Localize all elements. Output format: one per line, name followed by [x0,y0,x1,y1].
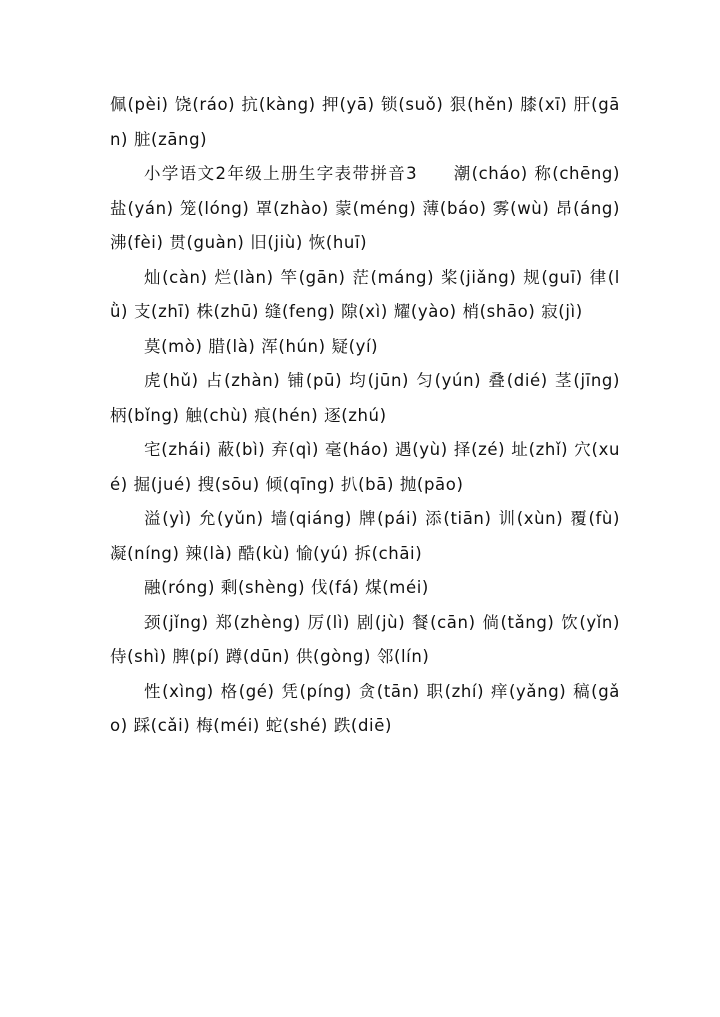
paragraph-5: 虎(hǔ) 占(zhàn) 铺(pū) 均(jūn) 匀(yún) 叠(dié) 茎(jīng) 柄(bǐng) 触(chù) 痕(hén) 逐(zhú) [110,371,620,425]
paragraph-1: 佩(pèi) 饶(ráo) 抗(kàng) 押(yā) 锁(suǒ) 狠(hěn) 膝(xī) 肝(gān) 脏(zāng) [110,95,620,149]
paragraph-3: 灿(càn) 烂(làn) 竿(gān) 茫(máng) 桨(jiǎng) 规(guī) 律(lǜ) 支(zhī) 株(zhū) 缝(feng) 隙(xì) 耀(yào) 梢(shāo) 寂(jì) [110,267,620,321]
document-body [110,88,620,744]
paragraph-7: 溢(yì) 允(yǔn) 墙(qiáng) 牌(pái) 添(tiān) 训(xùn) 覆(fù) 凝(níng) 辣(là) 酷(kù) 愉(yú) 拆(chāi) [110,509,620,563]
paragraph-8: 融(róng) 剩(shèng) 伐(fá) 煤(méi) [144,578,429,597]
paragraph-6: 宅(zhái) 蔽(bì) 弃(qì) 毫(háo) 遇(yù) 择(zé) 址(zhǐ) 穴(xué) 掘(jué) 搜(sōu) 倾(qīng) 扒(bā) 抛(pāo) [110,440,620,494]
paragraph-4: 莫(mò) 腊(là) 浑(hún) 疑(yí) [144,336,379,356]
paragraph-9: 颈(jǐng) 郑(zhèng) 厉(lì) 剧(jù) 餐(cān) 倘(tǎng) 饮(yǐn) 侍(shì) 脾(pí) 蹲(dūn) 供(gòng) 邻(lín) [110,612,620,666]
paragraph-10: 性(xìng) 格(gé) 凭(píng) 贪(tān) 职(zhí) 痒(yǎng) 稿(gǎo) 踩(cǎi) 梅(méi) 蛇(shé) 跌(diē) [110,681,620,735]
paragraph-2: 小学语文2年级上册生字表带拼音3 潮(cháo) 称(chēng) 盐(yán) 笼(lóng) 罩(zhào) 蒙(méng) 薄(báo) 雾(wù) 昂(áng) 沸(fèi) 贯(guàn) 旧(jiù) 恢(huī) [110,164,620,252]
